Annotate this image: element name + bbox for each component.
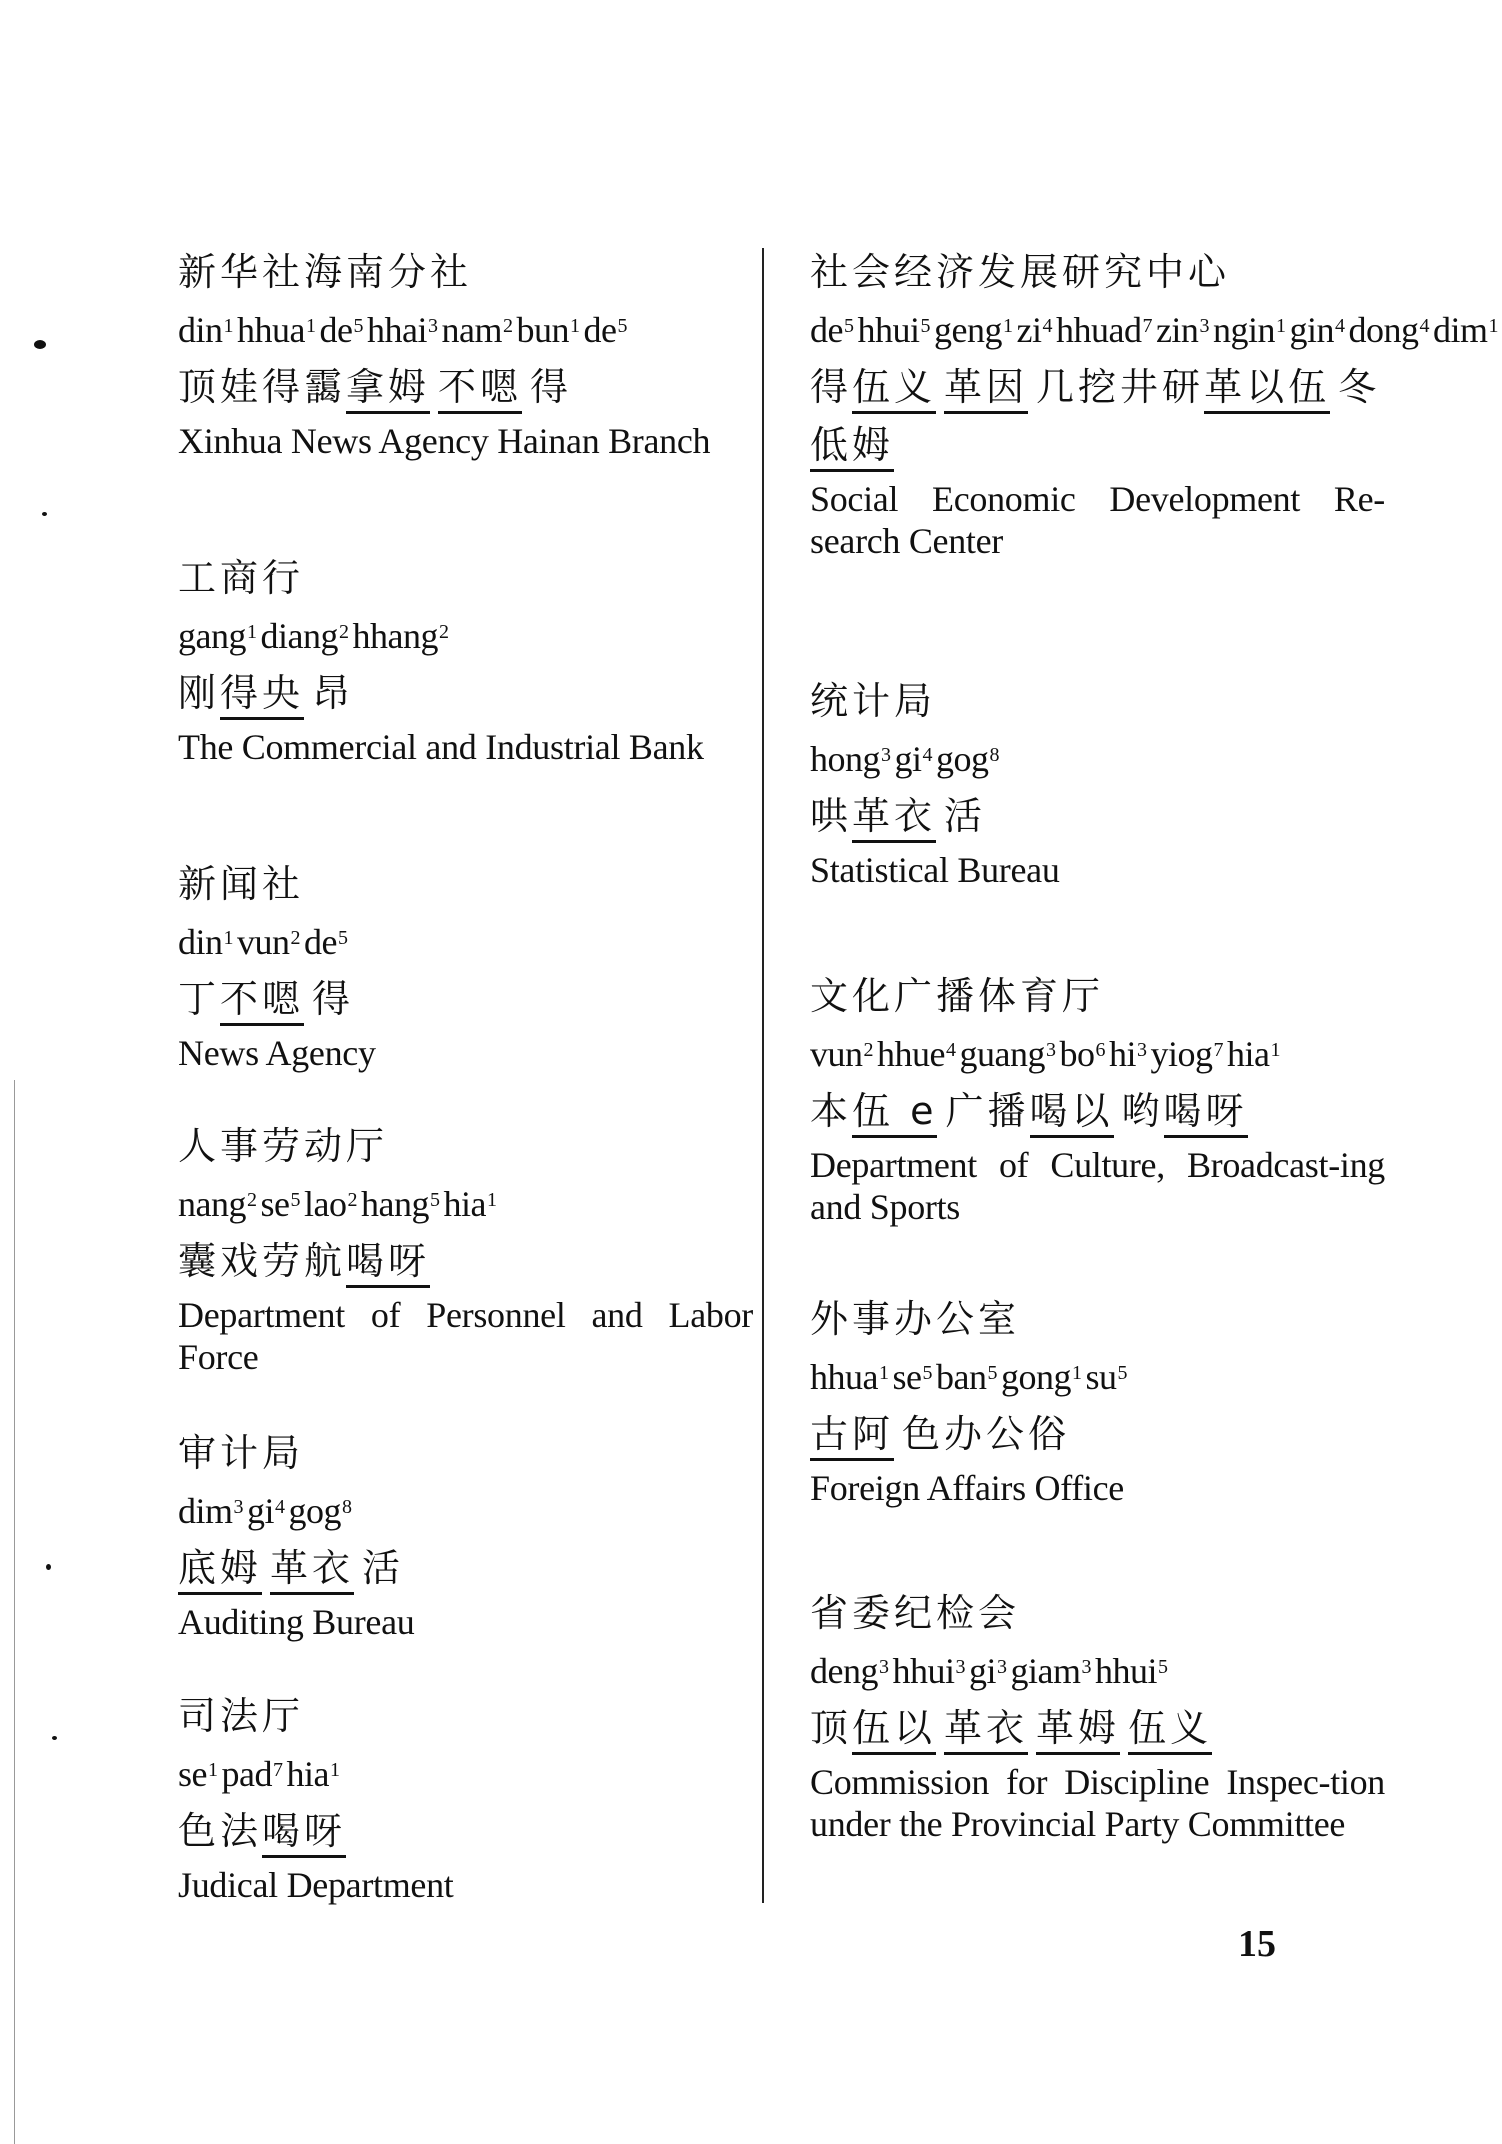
- syllable: hhuad: [1055, 310, 1142, 350]
- entry-english: Judical Department: [178, 1865, 454, 1905]
- page-number: 15: [1238, 1923, 1276, 1965]
- syllable: zin: [1155, 310, 1199, 350]
- phonetic-segment: 刚: [178, 671, 221, 715]
- underlined-segment: 底姆: [178, 1546, 262, 1595]
- syllable: gi: [894, 739, 922, 779]
- phonetic-segment: 活: [362, 1546, 405, 1590]
- entry-heading: 新闻社: [178, 862, 305, 906]
- phonetic-segment: 顶娃得靄: [178, 365, 347, 409]
- syllable: hia: [443, 1184, 486, 1224]
- entry-romanization: [178, 920, 753, 964]
- tone-number: 1: [246, 621, 257, 643]
- tone-number: 7: [1142, 315, 1152, 337]
- syllable: ban: [935, 1357, 987, 1397]
- entry-english: The Commercial and Industrial Bank: [178, 727, 704, 767]
- tone-number: 5: [429, 1189, 440, 1211]
- phonetic-segment: 哟: [1121, 1089, 1164, 1133]
- tone-number: 2: [863, 1039, 873, 1061]
- phonetic-segment: 囊戏劳航: [178, 1239, 347, 1283]
- tone-number: 5: [338, 927, 348, 949]
- syllable: gi: [247, 1491, 275, 1531]
- entry-romanization: [810, 308, 1498, 352]
- syllable: nam: [441, 310, 502, 350]
- tone-number: 5: [920, 315, 930, 337]
- phonetic-segment: 哄: [810, 794, 853, 838]
- entry-english: Department of Culture, Broadcast-ing and Sports: [810, 1145, 1385, 1227]
- underlined-segment: 古阿: [810, 1412, 894, 1461]
- syllable: hhua: [810, 1357, 878, 1397]
- tone-number: 5: [987, 1362, 997, 1384]
- tone-number: 3: [997, 1656, 1007, 1678]
- tone-number: 4: [922, 744, 933, 766]
- phonetic-segment: 得: [530, 365, 573, 409]
- syllable: din: [178, 922, 223, 962]
- tone-number: 5: [353, 315, 363, 337]
- tone-number: 4: [945, 1039, 956, 1061]
- syllable: vun: [810, 1034, 863, 1074]
- tone-number: 7: [272, 1759, 283, 1781]
- tone-number: 1: [569, 315, 580, 337]
- underlined-segment: 喝呀: [346, 1239, 430, 1288]
- syllable: se: [178, 1754, 207, 1794]
- syllable: hhang: [352, 616, 438, 656]
- entry-phonetic-characters: [810, 1699, 1385, 1757]
- tone-number: 1: [878, 1362, 889, 1384]
- glossary-entry: [810, 244, 1498, 562]
- underlined-segment: 伍 e: [852, 1089, 937, 1138]
- underlined-segment: 革以伍: [1204, 365, 1330, 414]
- syllable: vun: [237, 922, 290, 962]
- underlined-segment: 革因: [944, 365, 1028, 414]
- tone-number: 1: [223, 315, 234, 337]
- entry-english: Statistical Bureau: [810, 850, 1060, 890]
- scan-speck: [34, 340, 46, 349]
- tone-number: 1: [1275, 315, 1286, 337]
- tone-number: 5: [290, 1189, 300, 1211]
- tone-number: 5: [617, 315, 627, 337]
- syllable: nang: [178, 1184, 246, 1224]
- entry-romanization: [810, 1649, 1385, 1693]
- tone-number: 8: [989, 744, 1000, 766]
- phonetic-segment: 色法: [178, 1809, 263, 1853]
- entry-romanization: [810, 737, 1385, 781]
- underlined-segment: 伍以: [852, 1706, 936, 1755]
- phonetic-segment: 冬: [1338, 365, 1381, 409]
- phonetic-segment: 活: [944, 794, 987, 838]
- syllable: su: [1085, 1357, 1117, 1397]
- underlined-segment: 革衣: [270, 1546, 354, 1595]
- entry-phonetic-characters: [810, 787, 1385, 845]
- syllable: dim: [178, 1491, 233, 1531]
- tone-number: 5: [1117, 1362, 1127, 1384]
- tone-number: 1: [1002, 315, 1013, 337]
- entry-phonetic-characters: [178, 358, 753, 416]
- underlined-segment: 低姆: [810, 423, 894, 472]
- syllable: lao: [303, 1184, 347, 1224]
- tone-number: 1: [486, 1189, 497, 1211]
- syllable: bo: [1059, 1034, 1095, 1074]
- tone-number: 1: [329, 1759, 340, 1781]
- entry-phonetic-characters: [178, 664, 753, 722]
- entry-phonetic-characters: [178, 1539, 753, 1597]
- glossary-entry: [178, 1688, 753, 1906]
- glossary-entry: [810, 1585, 1385, 1845]
- syllable: gog: [288, 1491, 342, 1531]
- underlined-segment: 革衣: [944, 1706, 1028, 1755]
- syllable: dim: [1432, 310, 1488, 350]
- tone-number: 6: [1095, 1039, 1105, 1061]
- entry-romanization: [178, 614, 753, 658]
- syllable: din: [178, 310, 223, 350]
- syllable: dong: [1348, 310, 1419, 350]
- syllable: geng: [934, 310, 1002, 350]
- tone-number: 8: [342, 1496, 352, 1518]
- syllable: hhui: [892, 1651, 955, 1691]
- tone-number: 2: [502, 315, 513, 337]
- column-divider: [762, 248, 764, 1903]
- entry-romanization: [810, 1032, 1385, 1076]
- syllable: hi: [1108, 1034, 1136, 1074]
- tone-number: 3: [1081, 1656, 1091, 1678]
- entry-heading: 统计局: [810, 679, 937, 723]
- entry-heading: 新华社海南分社: [178, 250, 473, 294]
- entry-heading: 审计局: [178, 1431, 305, 1475]
- underlined-segment: 伍义: [1128, 1706, 1212, 1755]
- entry-romanization: [178, 1752, 753, 1796]
- syllable: deng: [810, 1651, 878, 1691]
- underlined-segment: 喝呀: [1164, 1089, 1248, 1138]
- glossary-entry: [810, 1291, 1385, 1509]
- entry-phonetic-characters: [810, 358, 1385, 474]
- syllable: hia: [1227, 1034, 1270, 1074]
- syllable: diang: [260, 616, 338, 656]
- entry-phonetic-characters: [810, 1082, 1385, 1140]
- entry-english: Department of Personnel and Labor Force: [178, 1295, 753, 1377]
- tone-number: 7: [1213, 1039, 1223, 1061]
- glossary-entry: [810, 673, 1385, 891]
- entry-english: Xinhua News Agency Hainan Branch: [178, 421, 711, 461]
- phonetic-segment: 色办公俗: [902, 1412, 1071, 1456]
- syllable: hhui: [857, 310, 920, 350]
- syllable: gog: [936, 739, 989, 779]
- phonetic-segment: 昂: [312, 671, 355, 715]
- syllable: de: [319, 310, 353, 350]
- entry-phonetic-characters: [810, 1405, 1385, 1463]
- phonetic-segment: 本: [810, 1089, 853, 1133]
- glossary-entry: [178, 550, 753, 768]
- tone-number: 1: [306, 315, 316, 337]
- tone-number: 2: [290, 927, 301, 949]
- entry-english: Auditing Bureau: [178, 1602, 415, 1642]
- tone-number: 1: [1071, 1362, 1082, 1384]
- syllable: gin: [1289, 310, 1334, 350]
- entry-phonetic-characters: [178, 970, 753, 1028]
- syllable: hhue: [877, 1034, 945, 1074]
- entry-english: Commission for Discipline Inspec-tion under the Provincial Party Committee: [810, 1762, 1385, 1844]
- tone-number: 3: [1199, 315, 1209, 337]
- tone-number: 5: [1158, 1656, 1168, 1678]
- entry-heading: 人事劳动厅: [178, 1124, 389, 1168]
- syllable: gang: [178, 616, 246, 656]
- syllable: giam: [1010, 1651, 1081, 1691]
- scan-speck: [52, 1736, 57, 1740]
- underlined-segment: 拿姆: [346, 365, 430, 414]
- syllable: hhua: [237, 310, 305, 350]
- entry-romanization: [178, 1182, 753, 1226]
- tone-number: 3: [233, 1496, 244, 1518]
- syllable: se: [260, 1184, 290, 1224]
- tone-number: 4: [275, 1496, 285, 1518]
- syllable: hia: [286, 1754, 329, 1794]
- entry-english: Foreign Affairs Office: [810, 1468, 1124, 1508]
- entry-heading: 司法厅: [178, 1694, 305, 1738]
- tone-number: 4: [1334, 315, 1345, 337]
- tone-number: 3: [878, 1656, 889, 1678]
- entry-heading: 省委纪检会: [810, 1591, 1021, 1635]
- entry-romanization: [178, 308, 753, 352]
- syllable: hhai: [366, 310, 427, 350]
- syllable: gi: [969, 1651, 997, 1691]
- entry-english: Social Economic Development Re-search Center: [810, 479, 1385, 561]
- tone-number: 1: [208, 1759, 218, 1781]
- syllable: de: [304, 922, 337, 962]
- tone-number: 2: [347, 1189, 357, 1211]
- tone-number: 5: [922, 1362, 932, 1384]
- syllable: gong: [1000, 1357, 1071, 1397]
- entry-heading: 外事办公室: [810, 1297, 1021, 1341]
- glossary-entry: [178, 244, 753, 462]
- syllable: guang: [959, 1034, 1045, 1074]
- underlined-segment: 不嗯: [220, 977, 304, 1026]
- tone-number: 4: [1419, 315, 1429, 337]
- entry-english: News Agency: [178, 1033, 376, 1073]
- glossary-entry: [178, 856, 753, 1074]
- syllable: pad: [221, 1754, 272, 1794]
- underlined-segment: 伍义: [852, 365, 936, 414]
- syllable: hhui: [1095, 1651, 1158, 1691]
- underlined-segment: 喝呀: [262, 1809, 346, 1858]
- syllable: hong: [810, 739, 880, 779]
- phonetic-segment: 得: [312, 977, 355, 1021]
- tone-number: 2: [338, 621, 349, 643]
- glossary-entry: [178, 1425, 753, 1643]
- scan-speck: [46, 1564, 51, 1570]
- entry-romanization: [810, 1355, 1385, 1399]
- syllable: bun: [516, 310, 569, 350]
- syllable: se: [892, 1357, 922, 1397]
- syllable: yiog: [1150, 1034, 1213, 1074]
- underlined-segment: 得央: [220, 671, 304, 720]
- entry-heading: 文化广播体育厅: [810, 974, 1105, 1018]
- tone-number: 2: [246, 1189, 257, 1211]
- underlined-segment: 革姆: [1036, 1706, 1120, 1755]
- underlined-segment: 革衣: [852, 794, 936, 843]
- syllable: zi: [1016, 310, 1042, 350]
- tone-number: 3: [1136, 1039, 1147, 1061]
- syllable: hang: [360, 1184, 429, 1224]
- entry-heading: 工商行: [178, 556, 305, 600]
- tone-number: 3: [427, 315, 438, 337]
- entry-phonetic-characters: [178, 1232, 753, 1290]
- glossary-entry: [810, 968, 1385, 1228]
- phonetic-segment: 顶: [810, 1706, 853, 1750]
- entry-phonetic-characters: [178, 1802, 753, 1860]
- tone-number: 3: [881, 744, 891, 766]
- tone-number: 3: [1045, 1039, 1056, 1061]
- tone-number: 1: [1488, 315, 1498, 337]
- phonetic-segment: 丁: [178, 977, 221, 1021]
- syllable: de: [583, 310, 617, 350]
- phonetic-segment: 几挖井研: [1036, 365, 1205, 409]
- tone-number: 2: [438, 621, 449, 643]
- tone-number: 5: [843, 315, 854, 337]
- underlined-segment: 喝以: [1030, 1089, 1114, 1138]
- entry-romanization: [178, 1489, 753, 1533]
- phonetic-segment: 广播: [945, 1089, 1030, 1133]
- tone-number: 1: [1270, 1039, 1280, 1061]
- page-edge-line: [14, 1080, 15, 2144]
- syllable: ngin: [1212, 310, 1275, 350]
- tone-number: 4: [1042, 315, 1052, 337]
- tone-number: 1: [223, 927, 234, 949]
- phonetic-segment: 得: [810, 365, 853, 409]
- scan-speck: [42, 512, 47, 516]
- glossary-entry: [178, 1118, 753, 1378]
- entry-heading: 社会经济发展研究中心: [810, 250, 1231, 294]
- tone-number: 3: [955, 1656, 965, 1678]
- syllable: de: [810, 310, 843, 350]
- underlined-segment: 不嗯: [438, 365, 522, 414]
